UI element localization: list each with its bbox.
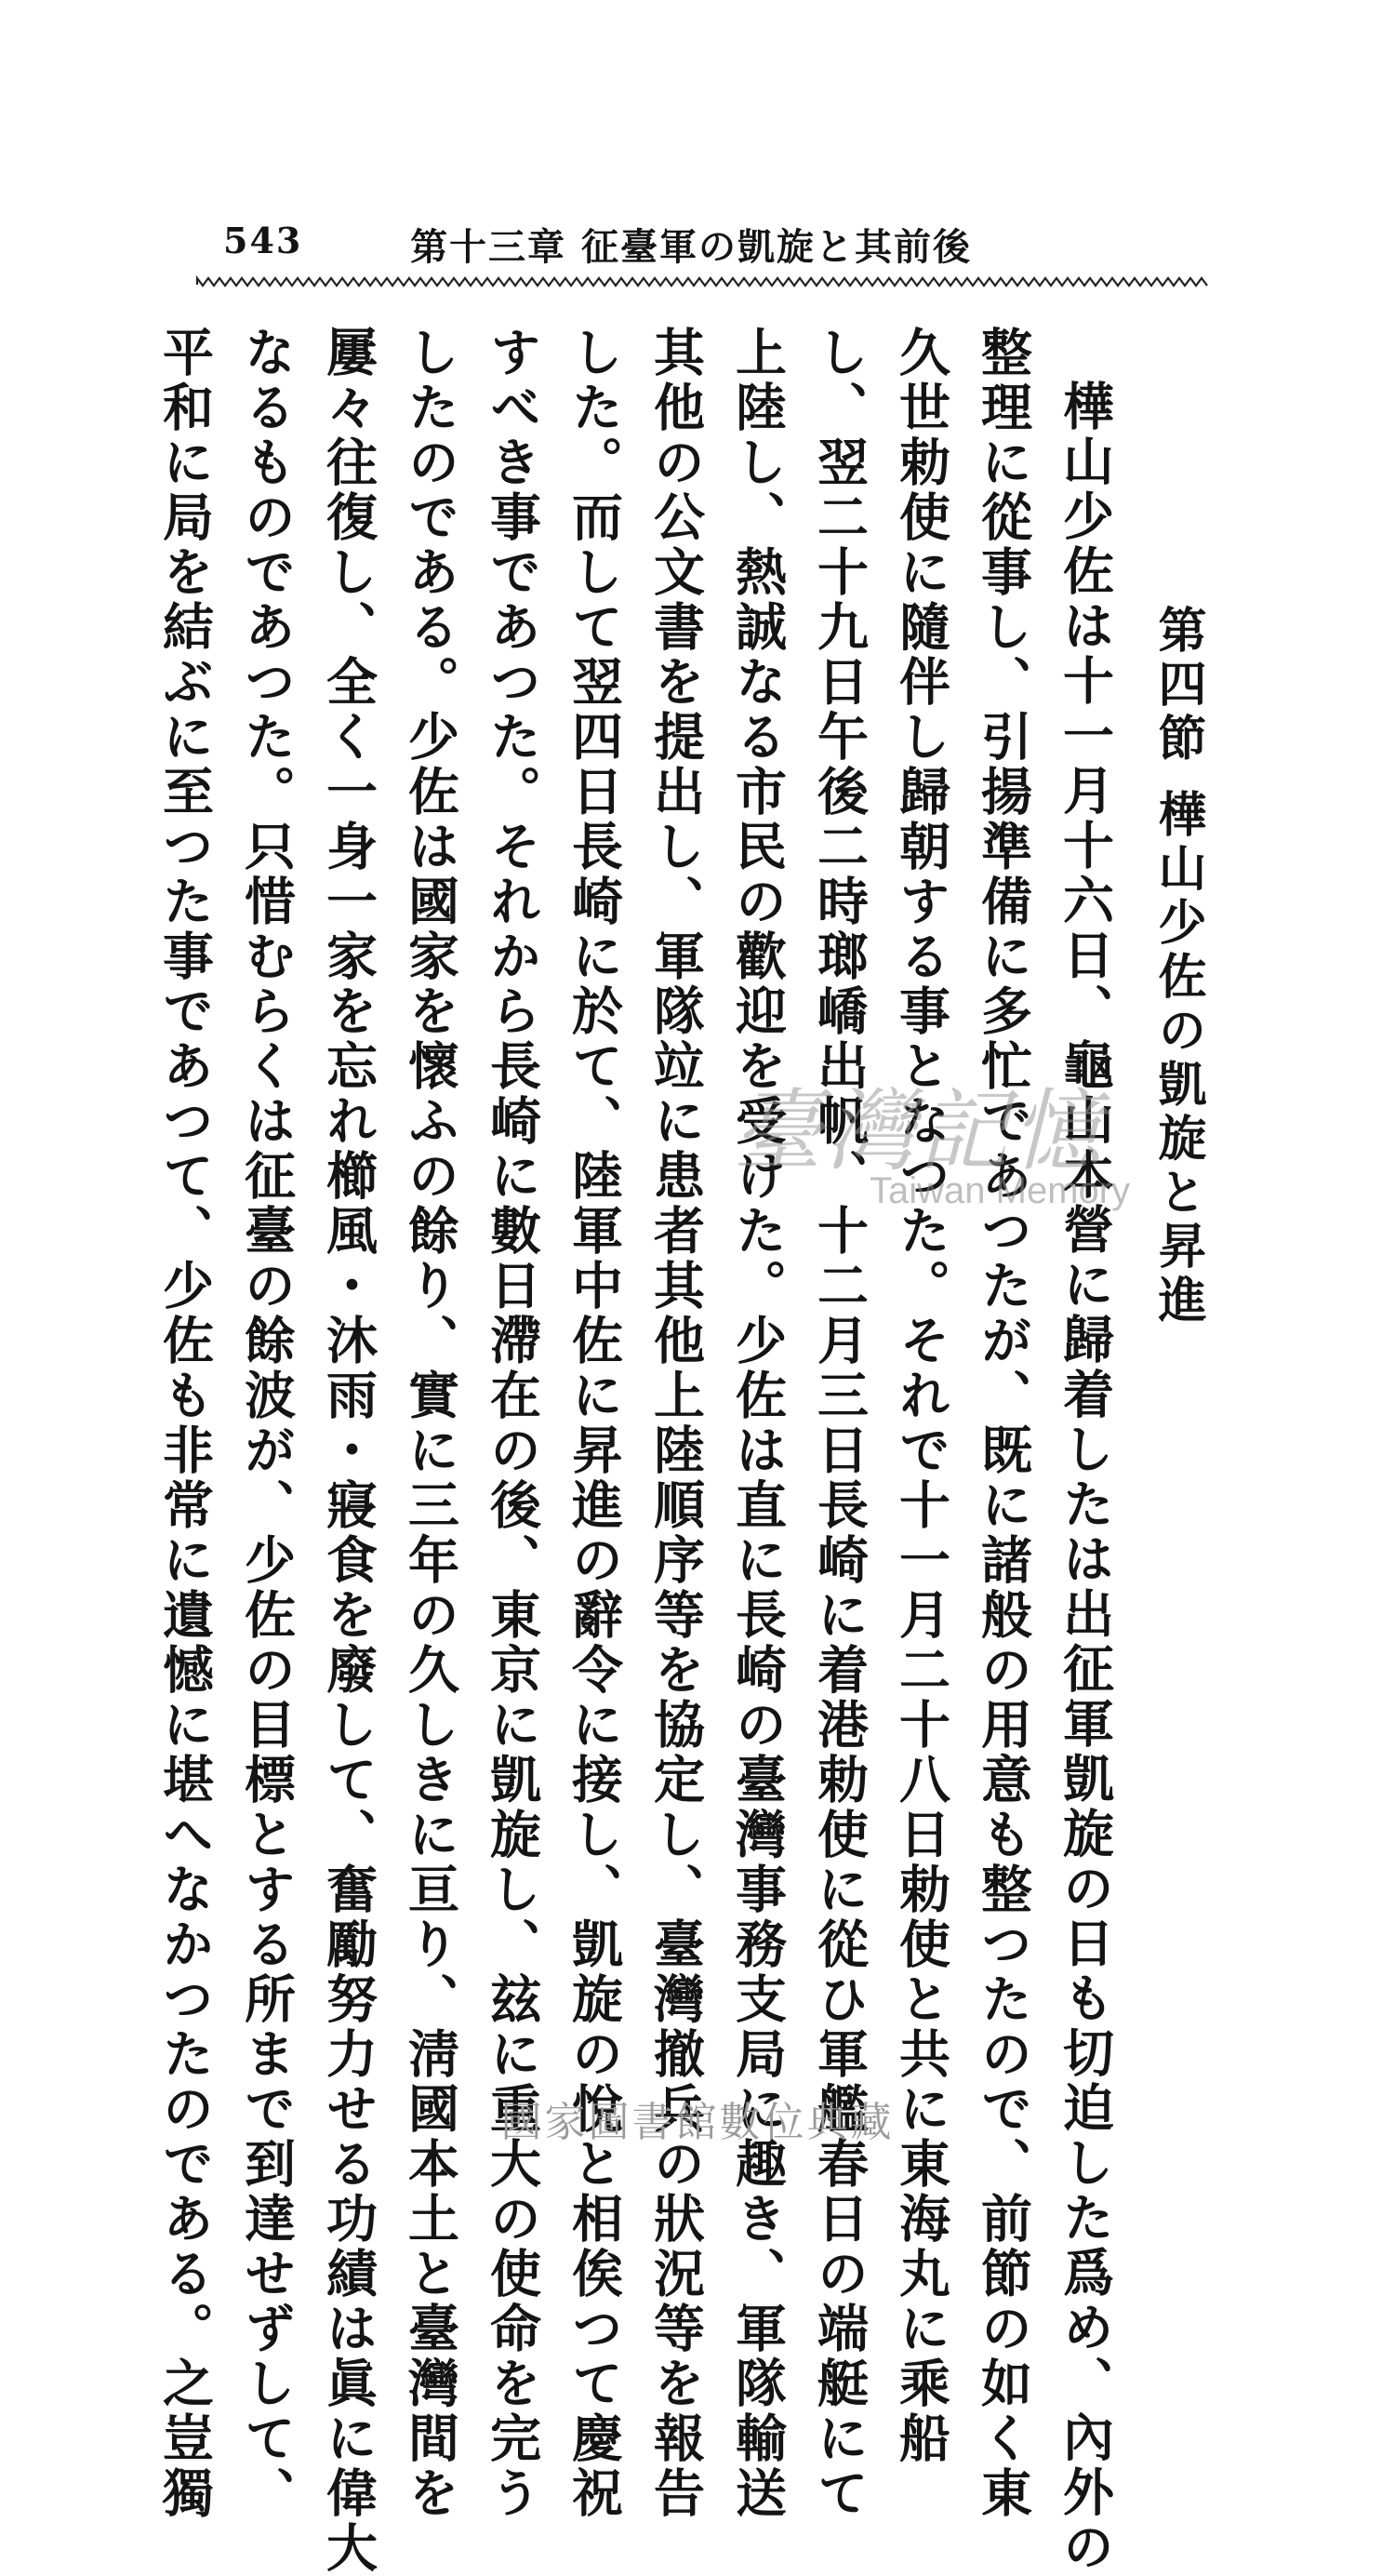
section-heading: 第四節 樺山少佐の凱旋と昇進 [1149, 605, 1206, 1329]
text-line: 平和に局を結ぶに至つた事であつて、少佐も非常に遺憾に堪へなかつたのである。之豈獨 [154, 326, 215, 2521]
text-line: 其他の公文書を提出し、軍隊竝に患者其他上陸順序等を協定し、臺灣撤兵の狀況等を報告 [645, 326, 706, 2521]
text-line: した。而して翌四日長崎に於て、陸軍中佐に昇進の辭令に接し、凱旋の悅と相俟つて慶祝 [564, 326, 624, 2521]
header-wavy-rule [197, 275, 1211, 288]
taiwan-memory-watermark-logo [716, 1061, 1131, 1256]
watermark-logo-glyphs: 臺灣記憶 [733, 1079, 1105, 1183]
text-line: すべき事であつた。それから長崎に數日滯在の後、東京に凱旋し、玆に重大の使命を完う [482, 326, 542, 2521]
text-line: 上陸し、熱誠なる市民の歡迎を受けた。少佐は直に長崎の臺灣事務支局に趣き、軍隊輸送 [727, 326, 788, 2521]
watermark-logo-latin: Taiwan Memory [870, 1170, 1131, 1211]
text-line: なるものであつた。只惜むらくは征臺の餘波が、少佐の目標とする所まで到達せずして、 [236, 326, 297, 2521]
text-line: したのである。少佐は國家を懷ふの餘り、實に三年の久しきに亘り、淸國本土と臺灣間を [400, 326, 460, 2521]
footer-watermark: 國家圖書館數位典藏 [500, 2099, 895, 2146]
text-line: 久世勅使に隨伴し歸朝する事となつた。それで十一月二十八日勅使と共に東海丸に乘船 [891, 326, 951, 2466]
text-line: 屢々往復し、全く一身一家を忘れ櫛風・沐雨・寢食を廢して、奮勵努力せる功績は眞に偉大 [318, 326, 379, 2576]
page-number: 543 [223, 220, 303, 261]
text-line: 樺山少佐は十一月十六日、龜山本營に歸着したは出征軍凱旋の日も切迫した爲め、內外の [1055, 380, 1115, 2575]
text-line: 整理に從事し、引揚準備に多忙であつたが、既に諸般の用意も整つたので、前節の如く東 [973, 326, 1033, 2521]
running-head: 第十三章 征臺軍の凱旋と其前後 [410, 225, 972, 269]
text-line: し、翌二十九日午後二時瑯嶠出帆、十二月三日長崎に着港勅使に從ひ軍艦春日の端艇にて [809, 326, 870, 2521]
